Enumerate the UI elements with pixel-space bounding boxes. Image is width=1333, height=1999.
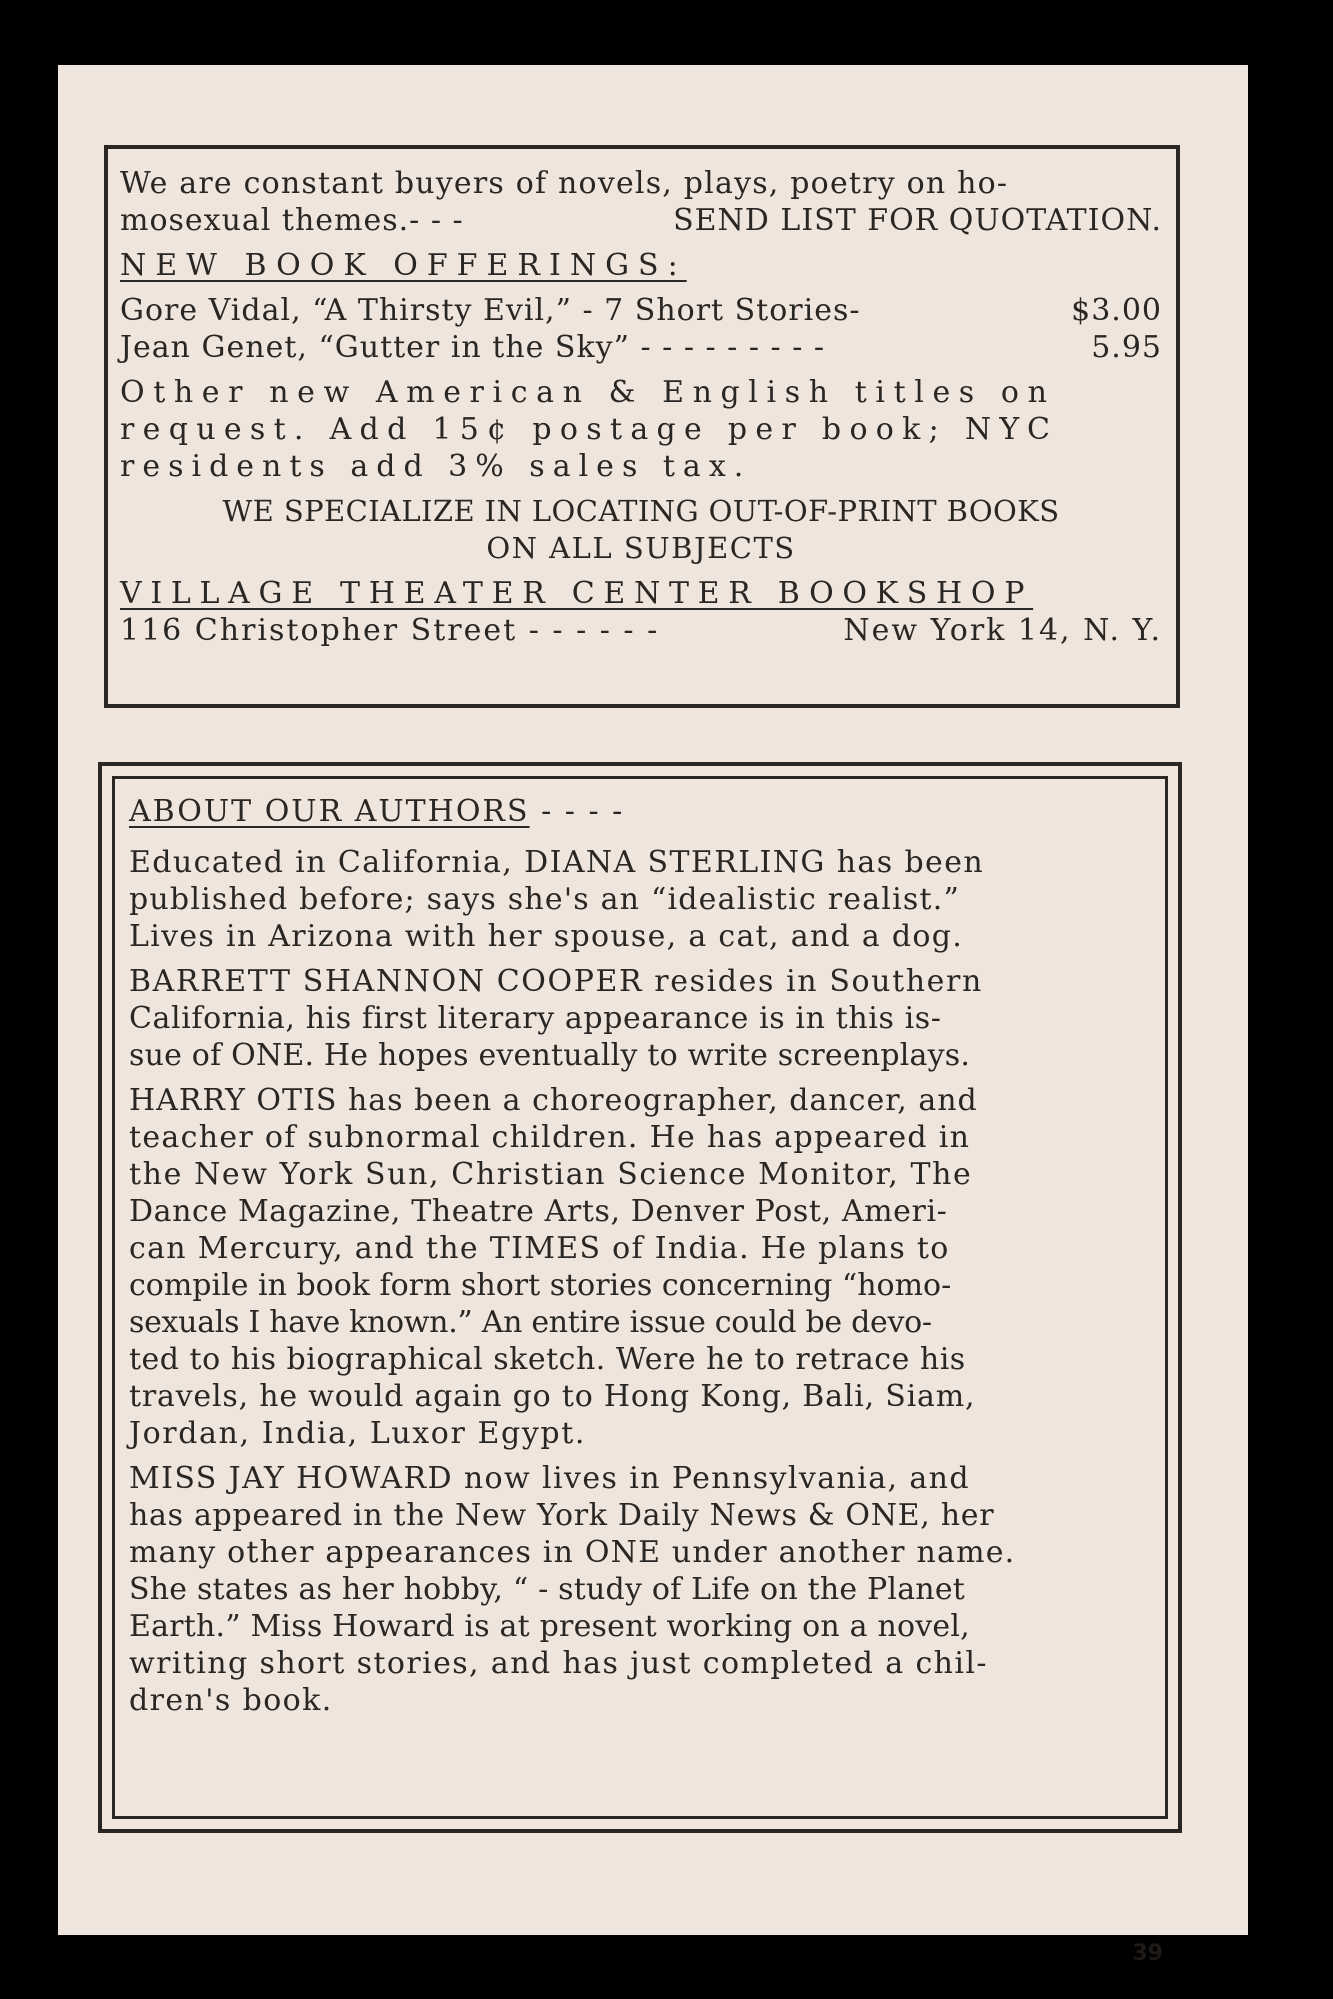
offerings-heading: NEW BOOK OFFERINGS: (120, 248, 687, 283)
bio-line: Dance Magazine, Theatre Arts, Denver Post, Ameri- (129, 1194, 948, 1229)
spacer (120, 366, 1162, 374)
page-number: 39 (1132, 1941, 1163, 1966)
bookshop-name: VILLAGE THEATER CENTER BOOKSHOP (120, 576, 1034, 611)
ad-intro-text: mosexual themes.- - - (120, 203, 464, 238)
book-price: $3.00 (1071, 293, 1162, 328)
bio-line: Educated in California, DIANA STERLING has been (129, 845, 985, 880)
bio-line: Earth.” Miss Howard is at present working on a novel, (129, 1609, 970, 1644)
book-offer-row (120, 292, 1162, 329)
magazine-page (58, 65, 1248, 1966)
bio-line: ted to his biographical sketch. Were he to retrace his (129, 1342, 966, 1377)
bio-line: dren's book. (129, 1683, 333, 1718)
bookshop-advertisement (104, 145, 1180, 708)
specialize-line-2: ON ALL SUBJECTS (486, 531, 796, 565)
spacer (120, 284, 1162, 292)
bio-line: has appeared in the New York Daily News & ONE, her (129, 1498, 995, 1533)
ad-notice-line-2: request. Add 15¢ postage per book; NYC (120, 412, 1059, 447)
bio-line: can Mercury, and the TIMES of India. He plans to (129, 1231, 950, 1266)
bio-line: Lives in Arizona with her spouse, a cat, and a dog. (129, 919, 964, 954)
authors-box-inner (112, 776, 1168, 1819)
bio-line: Jordan, India, Luxor Egypt. (129, 1416, 586, 1451)
ad-notice-line-3: residents add 3% sales tax. (120, 449, 752, 484)
bio-line: California, his first literary appearance is in this is- (129, 1001, 942, 1036)
authors-heading: ABOUT OUR AUTHORS (129, 794, 530, 829)
authors-heading-row (129, 793, 1151, 830)
bio-line: sue of ONE. He hopes eventually to write screenplays. (129, 1038, 971, 1073)
bio-line: sexuals I have known.” An entire issue could be devo- (129, 1305, 932, 1340)
book-description: Jean Genet, “Gutter in the Sky” - - - - - - - - - (120, 330, 826, 365)
spacer (120, 485, 1162, 493)
spacer (120, 567, 1162, 575)
address-street: 116 Christopher Street - - - - - - (120, 613, 660, 648)
bio-line: teacher of subnormal children. He has appeared in (129, 1120, 971, 1155)
specialize-line-1: WE SPECIALIZE IN LOCATING OUT-OF-PRINT BOOKS (222, 494, 1060, 528)
spacer (129, 1074, 1151, 1082)
bio-line: many other appearances in ONE under another name. (129, 1535, 1016, 1570)
ad-send-list-callout: SEND LIST FOR QUOTATION. (673, 203, 1162, 238)
author-bio-jay-howard (129, 1460, 1151, 1719)
spacer (129, 1452, 1151, 1460)
ad-intro-line-2 (120, 202, 1162, 239)
spacer (120, 239, 1162, 247)
bio-line: BARRETT SHANNON COOPER resides in Southern (129, 964, 983, 999)
spacer (129, 830, 1151, 844)
ad-intro-line-1: We are constant buyers of novels, plays, poetry on ho- (120, 166, 1009, 201)
bio-line: travels, he would again go to Hong Kong, Bali, Siam, (129, 1379, 976, 1414)
address-city: New York 14, N. Y. (843, 613, 1162, 648)
book-description: Gore Vidal, “A Thirsty Evil,” - 7 Short Stories- (120, 293, 861, 328)
bio-line: MISS JAY HOWARD now lives in Pennsylvania, and (129, 1461, 971, 1496)
bio-line: She states as her hobby, “ - study of Life on the Planet (129, 1572, 966, 1607)
bio-line: writing short stories, and has just completed a chil- (129, 1646, 988, 1681)
bio-line: HARRY OTIS has been a choreographer, dancer, and (129, 1083, 978, 1118)
bio-line: compile in book form short stories concerning “homo- (129, 1268, 952, 1303)
spacer (129, 955, 1151, 963)
author-bio-diana-sterling (129, 844, 1151, 955)
heading-dashes: - - - - (541, 794, 625, 829)
author-bio-harry-otis (129, 1082, 1151, 1452)
bio-line: the New York Sun, Christian Science Monitor, The (129, 1157, 973, 1192)
bio-line: published before; says she's an “idealistic realist.” (129, 882, 960, 917)
author-bio-barrett-shannon-cooper (129, 963, 1151, 1074)
book-price: 5.95 (1091, 330, 1162, 365)
book-offer-row (120, 329, 1162, 366)
bookshop-address (120, 612, 1162, 649)
ad-notice-line-1: Other new American & English titles on (120, 375, 1056, 410)
authors-box (98, 762, 1182, 1833)
